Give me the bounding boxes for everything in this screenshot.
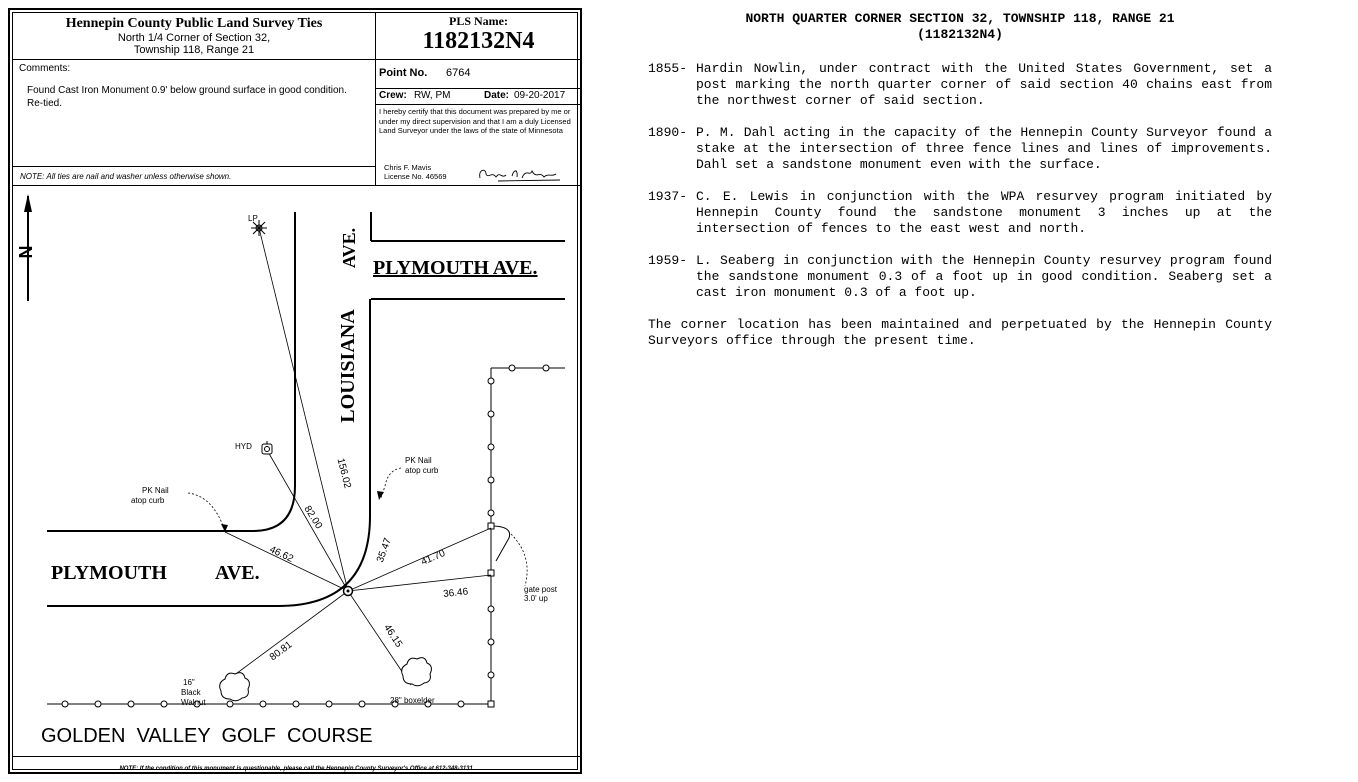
- golf-course-label: GOLDEN VALLEY GOLF COURSE: [41, 725, 373, 747]
- plymouth-ave-lower-label: PLYMOUTH: [51, 562, 167, 584]
- surveyor-signature: [474, 165, 579, 183]
- pk-nail-left-line2: atop curb: [131, 496, 165, 505]
- certification-text: I hereby certify that this document was prepared by me or under my direct supervision and that I am a duly Licensed Land Surveyor under the laws of the state of Minnesota: [379, 107, 571, 135]
- point-number-value: 6764: [446, 67, 471, 79]
- date-label: Date:: [484, 90, 510, 101]
- license-line: [384, 172, 447, 182]
- history-entry-year: 1855-: [648, 61, 688, 76]
- pk-right-arrowhead: [377, 491, 384, 500]
- history-heading-line1: NORTH QUARTER CORNER SECTION 32, TOWNSHIP 118, RANGE 21: [745, 11, 1175, 26]
- surveyor-name: Chris F. Mavis: [384, 163, 432, 172]
- boxelder-label: 28" boxelder: [390, 696, 435, 705]
- tie-hyd-distance: 82.00: [301, 504, 325, 532]
- history-entry-year: 1937-: [648, 189, 688, 204]
- walnut-line3: Walnut: [181, 698, 206, 707]
- survey-tie-sheet: [8, 8, 582, 774]
- history-entry-text: C. E. Lewis in conjunction with the WPA resurvey program initiated by Hennepin County found the sandstone monument 3 inches up at the intersection of fences to the east west and north.: [696, 189, 1272, 236]
- ties-note: [13, 166, 376, 186]
- corner-description-line2: Township 118, Range 21: [133, 44, 255, 56]
- hyd-label: HYD: [235, 442, 252, 451]
- history-entry: [648, 61, 1272, 109]
- tie-lines: [225, 228, 491, 685]
- lp-label: LP: [248, 214, 258, 223]
- comments-text: Found Cast Iron Monument 0.9' below ground surface in good condition. Re-tied.: [27, 85, 347, 109]
- comments-box: [13, 60, 376, 166]
- history-entry: [648, 125, 1272, 173]
- license-number: 46569: [425, 172, 447, 181]
- corner-history: [648, 11, 1272, 349]
- point-number-box: [376, 60, 581, 89]
- louisiana-label: LOUISIANA: [337, 309, 359, 423]
- crew-date-box: [376, 89, 581, 105]
- plymouth-ave-upper-label: PLYMOUTH AVE.: [373, 257, 538, 279]
- pls-name-value: 1182132N4: [422, 28, 535, 54]
- monument: [344, 587, 353, 596]
- walnut-line1: 16": [183, 678, 195, 687]
- date-value: 09-20-2017: [514, 90, 566, 101]
- history-entry: [648, 189, 1272, 237]
- history-entry-text: P. M. Dahl acting in the capacity of the Hennepin County Surveyor found a stake at the intersection of three fence lines and lines of improvements. Dahl set a sandstone monument even with the surface.: [696, 125, 1272, 172]
- ties-note-text: NOTE: All ties are nail and washer unless otherwise shown.: [20, 172, 232, 181]
- pls-name-box: [376, 13, 581, 60]
- tie-boxelder-distance: 46.15: [381, 622, 405, 650]
- tie-gate-post-distance: 36.46: [442, 586, 469, 601]
- gate-post-line1: gate post: [524, 585, 557, 594]
- pk-nail-left-line1: PK Nail: [142, 486, 169, 495]
- history-entry-text: Hardin Nowlin, under contract with the United States Government, set a post marking the north quarter corner of said section 40 chains east from the northwest corner of said section.: [696, 61, 1272, 108]
- tie-walnut-distance: 80.81: [267, 639, 295, 664]
- sheet-header: [13, 13, 376, 60]
- tie-gate-upper-distance: 41.70: [419, 547, 447, 568]
- crew-label: Crew:: [379, 90, 407, 101]
- history-entry: [648, 253, 1272, 301]
- comments-label: Comments:: [19, 63, 71, 74]
- north-arrow: [16, 194, 36, 301]
- history-entry-text: L. Seaberg in conjunction with the Hennepin County resurvey program found the sandstone monument 0.3 of a foot up in good condition. Seaberg set a cast iron monument 0.3 of a foot up.: [696, 253, 1272, 300]
- history-closing: The corner location has been maintained and perpetuated by the Hennepin County Surveyors office through the present time.: [648, 317, 1272, 348]
- louisiana-ave-label: AVE.: [339, 227, 359, 269]
- corner-description-line1: North 1/4 Corner of Section 32,: [117, 32, 271, 44]
- gate-post-line2: 3.0' up: [524, 594, 548, 603]
- walnut-line2: Black: [181, 688, 201, 697]
- history-heading-line2: (1182132N4): [917, 27, 1003, 42]
- certification-box: [376, 105, 581, 185]
- license-label: License No.: [384, 172, 424, 181]
- plymouth-ave-lower-suffix: AVE.: [215, 562, 260, 584]
- pk-nail-right-line1: PK Nail: [405, 456, 432, 465]
- tie-diagram: [13, 186, 581, 764]
- boxelder-tree-icon: [402, 658, 432, 686]
- history-entry-year: 1890-: [648, 125, 688, 140]
- north-label: N: [16, 245, 36, 259]
- history-entry-year: 1959-: [648, 253, 688, 268]
- pls-name-label: PLS Name:: [449, 14, 508, 28]
- sheet-footer: [13, 756, 581, 772]
- point-number-label: Point No.: [379, 67, 428, 79]
- pk-nail-right-line2: atop curb: [405, 466, 439, 475]
- hydrant-icon: [262, 441, 272, 454]
- sheet-inner-border: [12, 12, 578, 770]
- sheet-title: Hennepin County Public Land Survey Ties: [65, 16, 323, 31]
- tie-pk-right-distance: 35.47: [374, 536, 394, 564]
- footer-note: NOTE: If the condition of this monument is questionable, please call the Hennepin County Surveyor's Office at 612-348-3131.: [119, 766, 475, 772]
- crew-value: RW, PM: [414, 90, 451, 101]
- tie-pk-left-distance: 46.62: [267, 544, 295, 565]
- tie-lp-distance: 156.02: [334, 457, 353, 490]
- walnut-tree-icon: [220, 673, 250, 701]
